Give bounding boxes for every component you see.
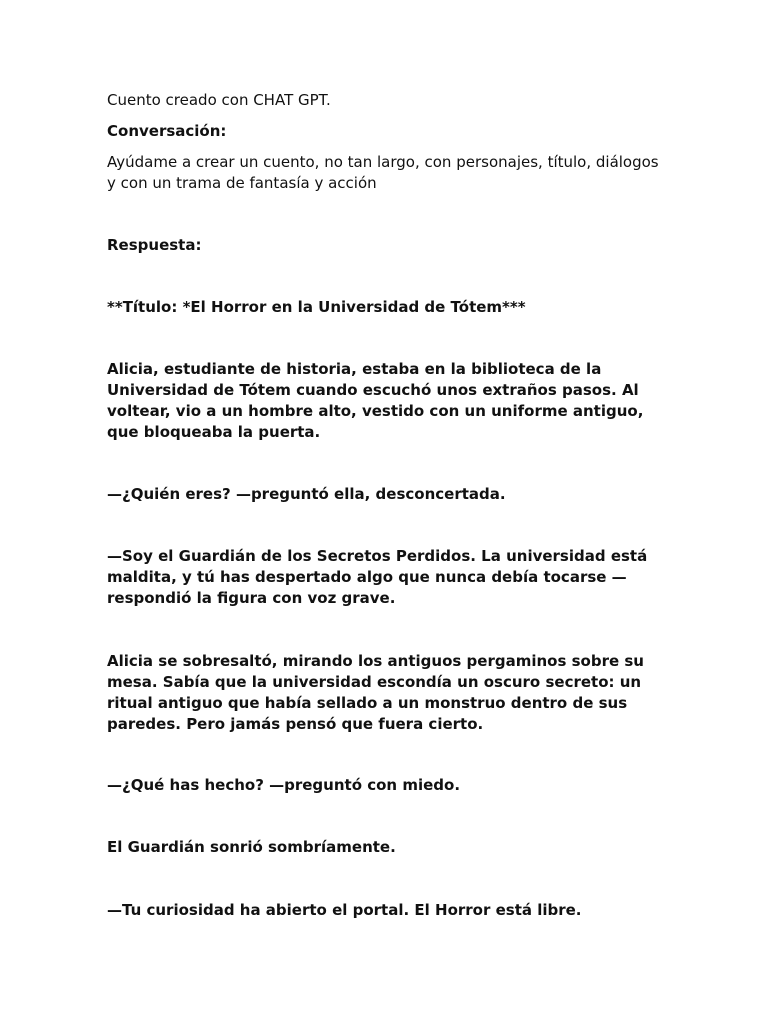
conversation-heading: Conversación: — [107, 122, 227, 140]
story-paragraph: —Soy el Guardián de los Secretos Perdidos. La universidad está maldita, y tú has despertado algo que nunca debía tocarse — respondió la figura con voz grave. — [107, 547, 648, 607]
story-title: **Título: *El Horror en la Universidad de Tótem*** — [107, 298, 526, 316]
story-paragraph: Alicia se sobresaltó, mirando los antiguos pergaminos sobre su mesa. Sabía que la universidad escondía un oscuro secreto: un ritual antiguo que había sellado a un monstruo dentro de sus paredes. Pero jamás pensó que fuera cierto. — [107, 652, 644, 733]
story-paragraph: Alicia, estudiante de historia, estaba en la biblioteca de la Universidad de Tótem cuando escuchó unos extraños pasos. Al voltear, vio a un hombre alto, vestido con un uniforme antiguo, que bloqueaba la puerta. — [107, 360, 644, 441]
story-paragraph: —¿Quién eres? —preguntó ella, desconcertada. — [107, 485, 506, 503]
story-paragraph: El Guardián sonrió sombríamente. — [107, 838, 396, 856]
prompt-text: Ayúdame a crear un cuento, no tan largo, con personajes, título, diálogos y con un trama de fantasía y acción — [107, 153, 659, 192]
intro-line: Cuento creado con CHAT GPT. — [107, 91, 331, 109]
story-paragraph: —Tu curiosidad ha abierto el portal. El Horror está libre. — [107, 901, 582, 919]
response-heading: Respuesta: — [107, 236, 202, 254]
story-paragraph: —¿Qué has hecho? —preguntó con miedo. — [107, 776, 461, 794]
